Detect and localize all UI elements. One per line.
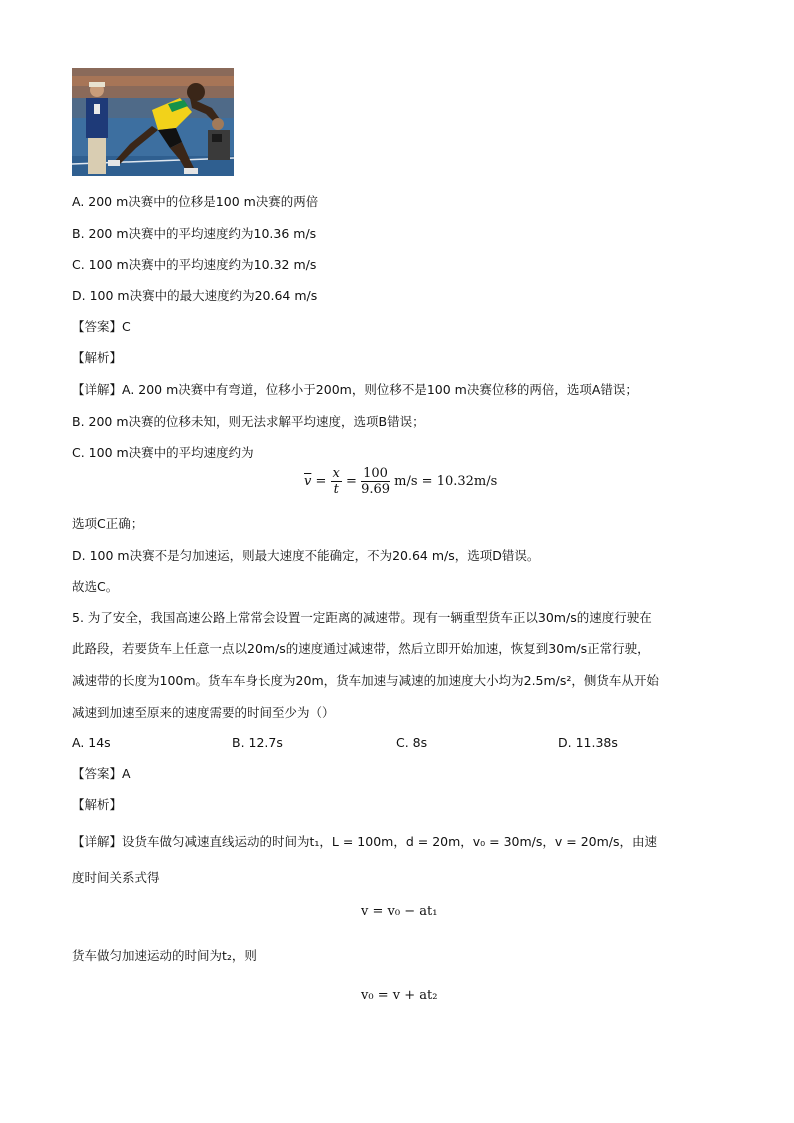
q5-formula-acceleration: v₀ = v + at₂ (361, 988, 438, 1003)
q5-answer: 【答案】A (72, 766, 131, 781)
q5-option-a: A. 14s (72, 735, 111, 750)
q5-formula-deceleration: v = v₀ − at₁ (361, 904, 438, 919)
formula-vbar: $\overline{v}$ (304, 474, 312, 489)
q5-stem-line-4: 减速到加速至原来的速度需要的时间至少为（） (72, 705, 335, 720)
formula-t: t (333, 482, 339, 497)
q5-detail-line-3: 货车做匀加速运动的时间为t₂，则 (72, 948, 257, 963)
formula-eq1: = (315, 474, 327, 489)
q5-option-d: D. 11.38s (558, 735, 618, 750)
q4-option-b: B. 200 m决赛中的平均速度约为10.36 m/s (72, 226, 317, 241)
q5-stem-line-2: 此路段，若要货车上任意一点以20m/s的速度通过减速带，然后立即开始加速，恢复到30m/s正常行驶， (72, 641, 650, 656)
formula-numerator: 100 (361, 466, 390, 482)
formula-eq2: = (346, 474, 357, 489)
q5-detail-line-1: 【详解】设货车做匀减速直线运动的时间为t₁，L = 100m，d = 20m，v₀ = 30m/s，v = 20m/s，由速 (72, 834, 658, 849)
formula-denominator: 9.69 (361, 482, 391, 497)
q4-c-correct: 选项C正确； (72, 516, 144, 531)
q4-analysis-heading: 【解析】 (72, 350, 123, 365)
q4-option-d: D. 100 m决赛中的最大速度约为20.64 m/s (72, 288, 318, 303)
q4-detail-c: C. 100 m决赛中的平均速度约为 (72, 445, 254, 460)
formula-fraction (361, 466, 390, 497)
average-velocity-formula (304, 466, 497, 497)
q5-detail-line-2: 度时间关系式得 (72, 870, 160, 885)
formula-rhs: m/s = 10.32m/s (394, 474, 498, 489)
q5-option-b: B. 12.7s (232, 735, 283, 750)
q4-conclusion: 故选C。 (72, 579, 119, 594)
q4-option-a: A. 200 m决赛中的位移是100 m决赛的两倍 (72, 194, 319, 209)
q5-option-c: C. 8s (396, 735, 428, 750)
q4-detail-a: 【详解】A. 200 m决赛中有弯道，位移小于200m，则位移不是100 m决赛位移的两倍，选项A错误； (72, 382, 638, 397)
q5-stem-line-1: 5. 为了安全，我国高速公路上常常会设置一定距离的减速带。现有一辆重型货车正以30m/s的速度行驶在 (72, 610, 652, 625)
q5-analysis-heading: 【解析】 (72, 797, 123, 812)
q4-option-c: C. 100 m决赛中的平均速度约为10.32 m/s (72, 257, 317, 272)
sprinter-photo (72, 68, 234, 176)
q4-detail-d: D. 100 m决赛不是匀加速运，则最大速度不能确定，不为20.64 m/s，选项D错误。 (72, 548, 540, 563)
formula-x-over-t (331, 466, 342, 497)
formula-x: x (332, 466, 340, 481)
q5-stem-line-3: 减速带的长度为100m。货车车身长度为20m，货车加速与减速的加速度大小均为2.5m/s²，侧货车从开始 (72, 673, 659, 688)
q4-detail-b: B. 200 m决赛的位移未知，则无法求解平均速度，选项B错误； (72, 414, 425, 429)
q4-answer: 【答案】C (72, 319, 131, 334)
